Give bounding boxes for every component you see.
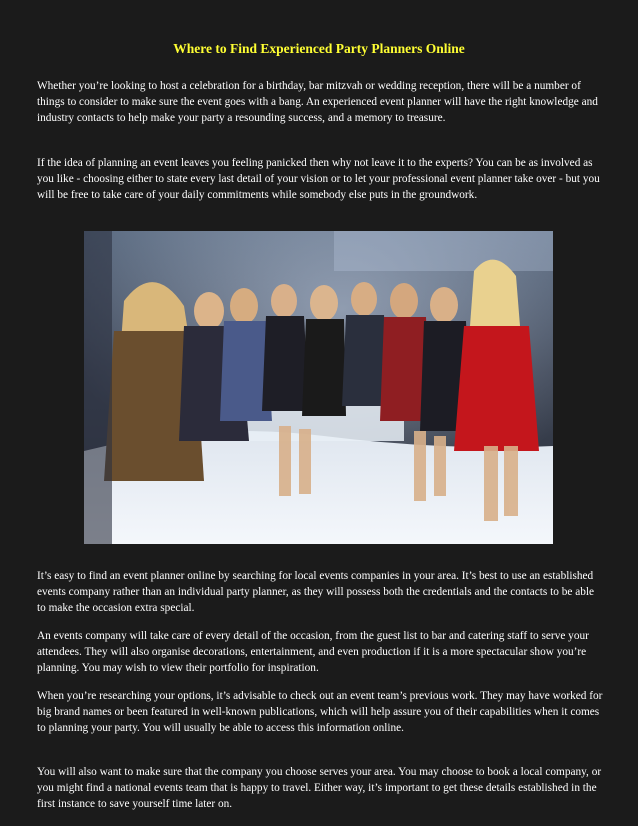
- paragraph-intro: Whether you’re looking to host a celebration for a birthday, bar mitzvah or wedding reception, there will be a number of things to consider to make sure the event goes with a bang. An experienced event planner will have the right knowledge and industry contacts to help make your party a resounding success, and a memory to treasure.: [37, 80, 598, 124]
- paragraph-service-area: You will also want to make sure that the company you choose serves your area. You may choose to book a local company, or you might find a national events team that is happy to travel. Either way, it’s important to get these details established in the first instance to save yourself time later on.: [37, 766, 602, 810]
- document-title: Where to Find Experienced Party Planners Online: [173, 41, 465, 56]
- paragraph-experts: If the idea of planning an event leaves you feeling panicked then why not leave it to the experts? You can be as involved as you like - choosing either to state every last detail of your vision or to let your professional event planner take over - but you will be free to take care of your daily commitments while somebody else puts in the groundwork.: [37, 157, 600, 201]
- paragraph-research: When you’re researching your options, it’s advisable to check out an event team’s previous work. They may have worked for big brand names or been featured in well-known publications, which will help assure you of their capabilities when it comes to planning your party. You will usually be able to access this information online.: [37, 690, 603, 734]
- party-group-photo: [84, 231, 553, 544]
- paragraph-find-online: It’s easy to find an event planner online by searching for local events companies in your area. It’s best to use an established events company rather than an individual party planner, as they will possess both the credentials and the contacts to be able to make the occasion extra special.: [37, 570, 595, 614]
- paragraph-events-company: An events company will take care of every detail of the occasion, from the guest list to bar and catering staff to serve your attendees. They will also organise decorations, entertainment, and even production if it is a more spectacular show you’re planning. You may wish to view their portfolio for inspiration.: [37, 630, 589, 674]
